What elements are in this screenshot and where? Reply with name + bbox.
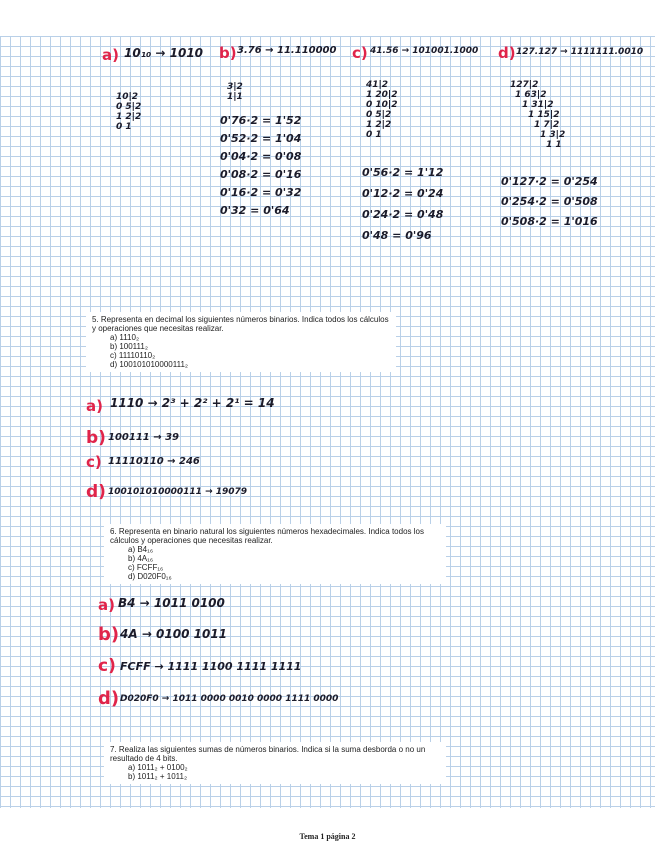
exercise-7-prompt: 7. Realiza las siguientes sumas de números binarios. Indica si la suma desborda o no un resultado de 4 bits. — [110, 745, 426, 763]
exercise-5-item-a: a) 1110₂ — [110, 333, 140, 342]
exercise-5-item-d: d) 100101010000111₂ — [110, 360, 188, 369]
answer-6b-text: 4A → 0100 1011 — [120, 627, 228, 641]
top-b-steps: 0'76·2 = 1'52 0'52·2 = 1'04 0'04·2 = 0'08 0'08·2 = 0'16 0'16·2 = 0'32 0'32 = 0'64 — [220, 114, 302, 217]
answer-6c-label: c) — [98, 656, 116, 676]
top-a-expr: 10₁₀ → 1010 — [124, 46, 204, 60]
exercise-6-prompt: 6. Representa en binario natural los siguientes números hexadecimales. Indica todos los cálculos y operaciones que necesitas realizar. — [110, 527, 424, 545]
answer-6d-label: d) — [98, 688, 120, 709]
exercise-7-statement — [104, 742, 446, 784]
answer-6a-label: a) — [98, 596, 115, 614]
exercise-6-item-a: a) B4₁₆ — [128, 545, 154, 554]
answer-5d-text: 100101010000111 → 19079 — [108, 487, 248, 497]
exercise-5-statement — [86, 312, 396, 372]
answer-5c-label: c) — [86, 453, 102, 471]
top-d-expr: 127.127 → 1111111.0010 — [516, 47, 644, 57]
exercise-6-statement — [104, 524, 446, 584]
top-d-division: 127|2 1 63|2 1 31|2 1 15|2 1 7|2 1 3|2 1 1 — [510, 80, 566, 150]
page-footer: Tema 1 página 2 — [299, 832, 356, 841]
top-b-division: 3|2 1|1 — [227, 82, 243, 102]
top-d-steps: 0'127·2 = 0'254 0'254·2 = 0'508 0'508·2 = 1'016 — [501, 175, 598, 228]
answer-5c-text: 11110110 → 246 — [108, 456, 200, 467]
answer-5b-label: b) — [86, 428, 106, 448]
exercise-6-item-b: b) 4A₁₆ — [128, 554, 154, 563]
exercise-5-item-c: c) 11110110₂ — [110, 351, 156, 360]
top-c-label: c) — [352, 44, 368, 62]
top-a-label: a) — [102, 46, 119, 64]
top-c-division: 41|2 1 20|2 0 10|2 0 5|2 1 2|2 0 1 — [366, 80, 398, 140]
answer-6c-text: FCFF → 1111 1100 1111 1111 — [120, 660, 302, 673]
exercise-6-item-c: c) FCFF₁₆ — [128, 563, 164, 572]
top-d-label: d) — [498, 44, 516, 62]
top-c-steps: 0'56·2 = 1'12 0'12·2 = 0'24 0'24·2 = 0'48 0'48 = 0'96 — [362, 166, 444, 242]
answer-5a-text: 1110 → 2³ + 2² + 2¹ = 14 — [110, 396, 275, 410]
answer-6d-text: D020F0 → 1011 0000 0010 0000 1111 0000 — [120, 694, 339, 704]
exercise-6-item-d: d) D020F0₁₆ — [128, 572, 172, 581]
exercise-5-prompt: 5. Representa en decimal los siguientes números binarios. Indica todos los cálculos y operaciones que necesitas realizar. — [92, 315, 389, 333]
top-b-expr: 3.76 → 11.110000 — [237, 45, 337, 56]
top-a-division: 10|2 0 5|2 1 2|2 0 1 — [116, 92, 142, 132]
answer-6b-label: b) — [98, 624, 120, 645]
exercise-7-item-b: b) 1011₂ + 1011₂ — [128, 772, 188, 781]
top-c-expr: 41.56 → 101001.1000 — [370, 46, 479, 56]
top-b-label: b) — [219, 44, 237, 62]
exercise-7-item-a: a) 1011₂ + 0100₂ — [128, 763, 188, 772]
answer-6a-text: B4 → 1011 0100 — [118, 596, 225, 610]
answer-5d-label: d) — [86, 482, 106, 502]
answer-5a-label: a) — [86, 397, 103, 415]
answer-5b-text: 100111 → 39 — [108, 432, 180, 443]
exercise-5-item-b: b) 100111₂ — [110, 342, 148, 351]
